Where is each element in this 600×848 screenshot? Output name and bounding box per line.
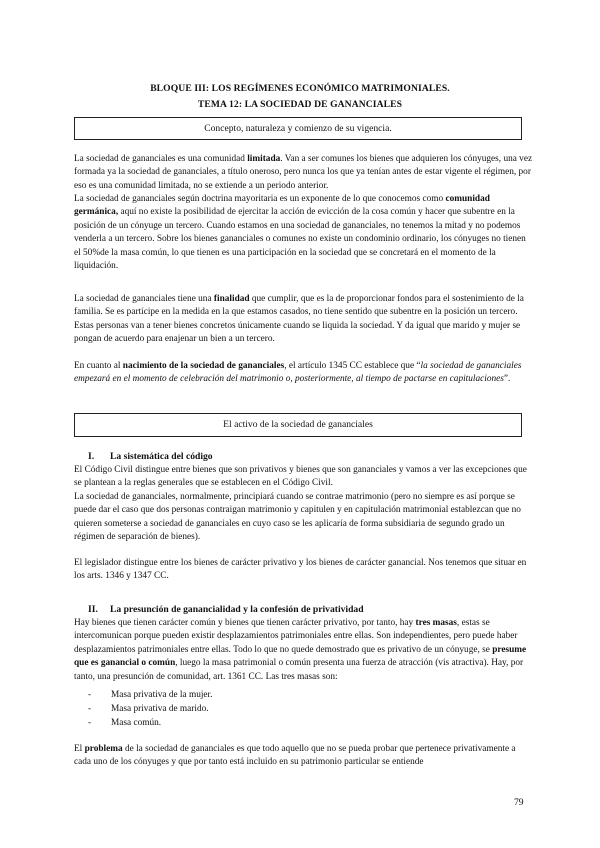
- paragraph-4: [74, 360, 534, 387]
- section-1-number: I.: [88, 451, 95, 462]
- paragraph-3-text-a: La sociedad de gananciales tiene una: [74, 294, 214, 304]
- paragraph-2: [74, 193, 534, 273]
- section-1-paragraph-3: El legislador distingue entre los bienes de carácter privativo y los bienes de carácter ganancial. Nos tenemos que situar en los arts. 1346 y 1347 CC.: [74, 558, 527, 582]
- section-2-heading: [88, 604, 364, 615]
- paragraph-last-text-a: El: [74, 744, 85, 754]
- section-2-bold-1: tres masas: [415, 618, 457, 628]
- list-dash: -: [88, 690, 92, 700]
- section-box-activo-label: El activo de la sociedad de gananciales: [223, 419, 373, 430]
- paragraph-3-text-c: que cumplir, que es la de proporcionar fondos para el sostenimiento de la familia. Se es partícipe en la medida en la que estamos casados, no tiene sentido que subentre en la posición un tercero. Estas personas van a tener bienes concretos únicamente cuando se liquida la sociedad. Y da igual que marido y mujer se pongan de acuerdo para enajenar un bien a un tercero.: [74, 294, 524, 345]
- paragraph-last-text-c: de la sociedad de gananciales es que todo aquello que no se pueda probar que pertenece privativamente a cada uno de los cónyuges y que por tanto está incluido en su patrimonio particular se entiende: [74, 744, 516, 768]
- list-dash: -: [88, 718, 92, 728]
- section-box-concept: [74, 117, 522, 140]
- paragraph-4-bold: nacimiento de la sociedad de gananciales: [122, 361, 285, 371]
- paragraph-4-quote: la sociedad de gananciales empezará en el momento de celebración del matrimonio o, posteriormente, al tiempo de pactarse en capitulaciones: [74, 361, 522, 385]
- page-number: 79: [514, 797, 524, 808]
- paragraph-last: [74, 743, 534, 770]
- list-item-text: Masa común.: [111, 718, 162, 728]
- section-1-heading: [88, 451, 213, 462]
- list-item-text: Masa privativa de marido.: [111, 704, 209, 714]
- paragraph-3-bold: finalidad: [213, 294, 250, 304]
- paragraph-4-text-c: , el artículo 1345 CC establece que “: [284, 361, 421, 371]
- paragraph-4-text-e: ”.: [503, 374, 511, 385]
- paragraph-3: [74, 293, 534, 347]
- list-item: [88, 702, 212, 716]
- section-2-bold-2: presume que es ganancial o común: [74, 644, 527, 669]
- paragraph-1-text-a: La sociedad de gananciales es una comunidad: [74, 154, 248, 164]
- section-2-title: La presunción de ganancialidad y la confesión de privatividad: [110, 604, 364, 615]
- section-box-concept-label: Concepto, naturaleza y comienzo de su vigencia.: [204, 123, 392, 134]
- section-2-text-c: , estas se intercomunican porque pueden existir desplazamientos patrimoniales entre ellas. Son independientes, pero puede haber desplazamientos patrimoniales entre ellas. Todo lo que no quede demostrado que es privativo de un cónyuge, se: [74, 618, 518, 655]
- section-1-paragraph-2: La sociedad de gananciales, normalmente, principiará cuando se contrae matrimonio (pero no siempre es así porque se puede dar el caso que dos personas contraigan matrimonio y capitulen y en capitulación matrimonial establezcan que no quieren someterse a sociedad de gananciales en cuyo caso se les aplicaría de forma subsidiaria de segundo grado un régimen de separación de bienes).: [74, 492, 521, 543]
- paragraph-1-bold: limitada: [247, 154, 281, 164]
- section-2-text-a: Hay bienes que tienen carácter común y bienes que tienen carácter privativo, por tanto, hay: [74, 618, 416, 628]
- paragraph-2-text-c: aquí no existe la posibilidad de ejercitar la acción de evicción de la cosa común y hacer que subentre en la posición de un cónyuge un tercero. Cuando estamos en una sociedad de gananciales, no tenemos la mitad y no podemos venderla a un tercero. Sobre los bienes gananciales o comunes no existe un condominio ordinario, los cónyuges no tienen el 50%de la masa común, lo que tienen es una participación en la sociedad que se concretará en el momento de la liquidación.: [74, 207, 526, 272]
- paragraph-last-bold: problema: [84, 744, 123, 754]
- masses-list: [88, 688, 212, 730]
- paragraph-2-text-a: La sociedad de gananciales según doctrina mayoritaria es un exponente de lo que conocemos como: [74, 194, 446, 204]
- list-dash: -: [88, 704, 92, 714]
- section-2-paragraph: [74, 617, 534, 684]
- section-2-text-e: , luego la masa patrimonial o común presenta una fuerza de atracción (vis atractiva). Hay, por tanto, una presunción de comunidad, art. 1361 CC. Las tres masas son:: [74, 658, 524, 682]
- paragraph-2-bold: comunidad germánica,: [74, 194, 490, 218]
- paragraph-1-text-c: . Van a ser comunes los bienes que adquieren los cónyuges, una vez formada ya la sociedad de gananciales, a título oneroso, pero nunca los que ya tenían antes de estar vigente el régimen, por eso es una comunidad limitada, no se extiende a un periodo anterior.: [74, 154, 533, 191]
- list-item-text: Masa privativa de la mujer.: [111, 690, 213, 700]
- paragraph-4-text-a: En cuanto al: [74, 361, 123, 371]
- header-line-1: BLOQUE III: LOS REGÍMENES ECONÓMICO MATRIMONIALES.: [150, 83, 450, 94]
- section-1-title: La sistemática del código: [110, 451, 213, 462]
- section-box-activo: [74, 413, 522, 437]
- section-1-paragraph-1: El Código Civil distingue entre bienes que son privativos y bienes que son gananciales y vamos a ver las excepciones que se plantean a la reglas generales que se establecen en el Código Civil.: [74, 465, 527, 489]
- header-line-2: TEMA 12: LA SOCIEDAD DE GANANCIALES: [197, 99, 403, 110]
- section-2-number: II.: [88, 604, 98, 615]
- list-item: [88, 716, 212, 730]
- paragraph-1: [74, 153, 534, 193]
- list-item: [88, 688, 212, 702]
